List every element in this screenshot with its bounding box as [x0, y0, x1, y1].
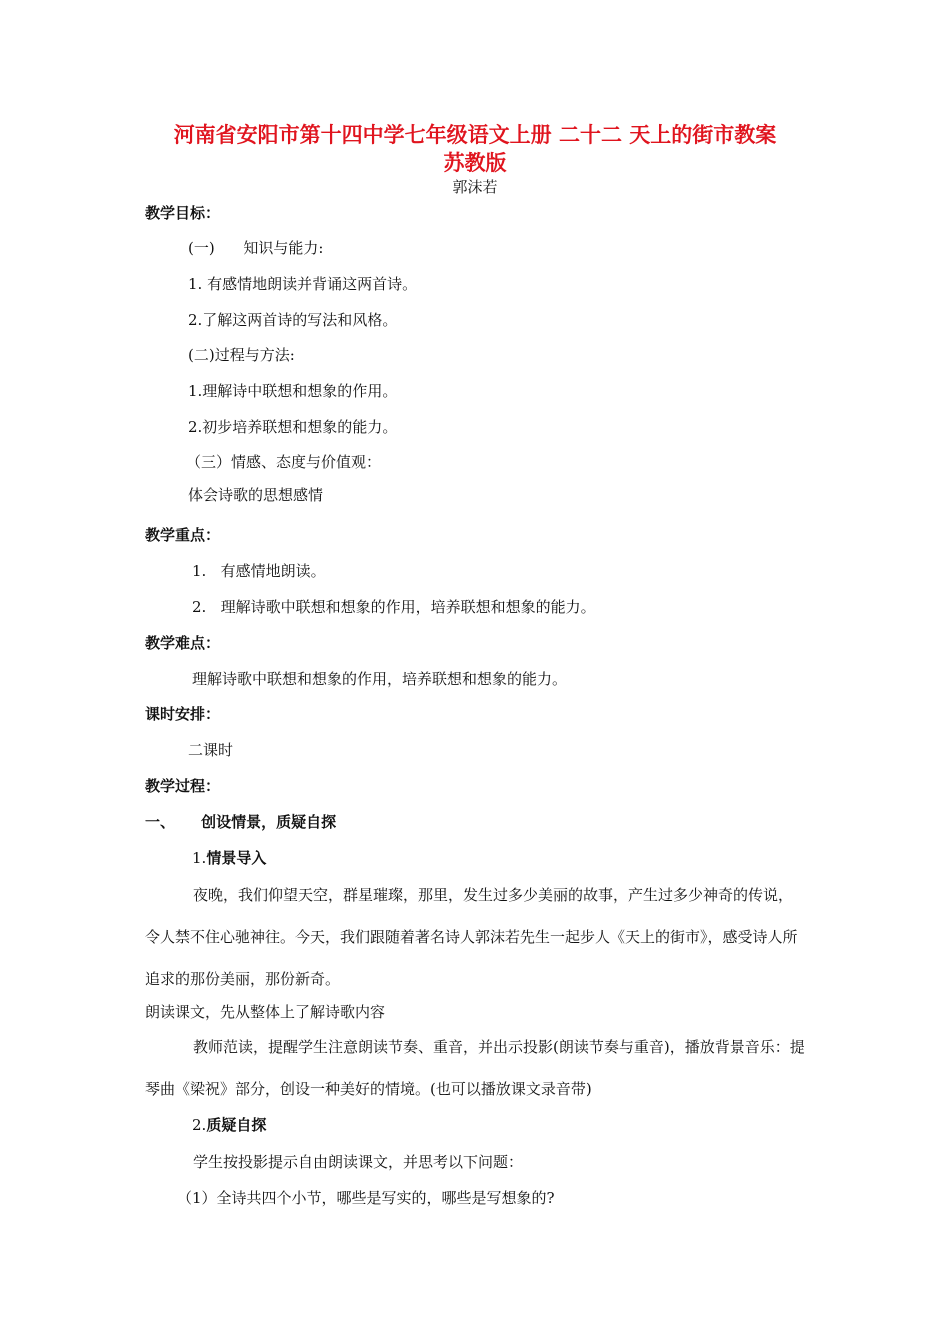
difficulty-text: 理解诗歌中联想和想象的作用，培养联想和想象的能力。	[192, 670, 568, 688]
sub-1-number: 1.	[192, 849, 207, 867]
process-sub-1	[192, 848, 266, 868]
schedule-text: 二课时	[188, 741, 234, 759]
difficulty-heading: 教学难点：	[145, 634, 221, 652]
goals-part-1: (一) 知识与能力:	[188, 239, 324, 257]
process-paragraph-3: 学生按投影提示自由朗读课文，并思考以下问题：	[193, 1153, 524, 1171]
goals-item-1: 1. 有感情地朗读并背诵这两首诗。	[188, 275, 418, 293]
sub-2-label: 质疑自探	[206, 1116, 267, 1134]
goals-part-3: （三）情感、态度与价值观：	[186, 453, 382, 471]
read-line: 朗读课文，先从整体上了解诗歌内容	[145, 1003, 386, 1021]
title-line-1: 河南省安阳市第十四中学七年级语文上册 二十二 天上的街市教案	[173, 123, 777, 147]
sub-2-number: 2.	[192, 1116, 207, 1134]
goals-item-3: 1.理解诗中联想和想象的作用。	[188, 382, 398, 400]
key-points-heading: 教学重点：	[145, 526, 221, 544]
process-section-1: 一、 创设情景，质疑自探	[145, 813, 337, 831]
key-points-item-2: 2. 理解诗歌中联想和想象的作用，培养联想和想象的能力。	[192, 598, 596, 616]
sub-1-label: 情景导入	[206, 849, 267, 867]
process-paragraph-1: 夜晚，我们仰望天空，群星璀璨，那里，发生过多少美丽的故事，产生过多少神奇的传说，令人禁不住心驰神往。今天，我们跟随着著名诗人郭沫若先生一起步人《天上的街市》，感受诗人所追求的那份美丽，那份新奇。	[145, 886, 798, 988]
goals-heading: 教学目标：	[145, 204, 221, 222]
title-line-2: 苏教版	[443, 151, 507, 175]
process-sub-2	[192, 1115, 266, 1135]
goals-item-4: 2.初步培养联想和想象的能力。	[188, 418, 398, 436]
schedule-heading: 课时安排：	[145, 705, 221, 723]
process-paragraph-2: 教师范读，提醒学生注意朗读节奏、重音，并出示投影(朗读节奏与重音)，播放背景音乐：提琴曲《梁祝》部分，创设一种美好的情境。(也可以播放课文录音带)	[145, 1038, 805, 1098]
goals-part-2: (二)过程与方法:	[188, 346, 295, 364]
author: 郭沫若	[452, 178, 498, 196]
goals-item-2: 2.了解这两首诗的写法和风格。	[188, 311, 398, 329]
process-heading: 教学过程：	[145, 777, 221, 795]
key-points-item-1: 1. 有感情地朗读。	[192, 562, 326, 580]
goals-item-5: 体会诗歌的思想感情	[188, 486, 324, 504]
process-question-1: （1）全诗共四个小节，哪些是写实的，哪些是写想象的?	[177, 1189, 555, 1207]
